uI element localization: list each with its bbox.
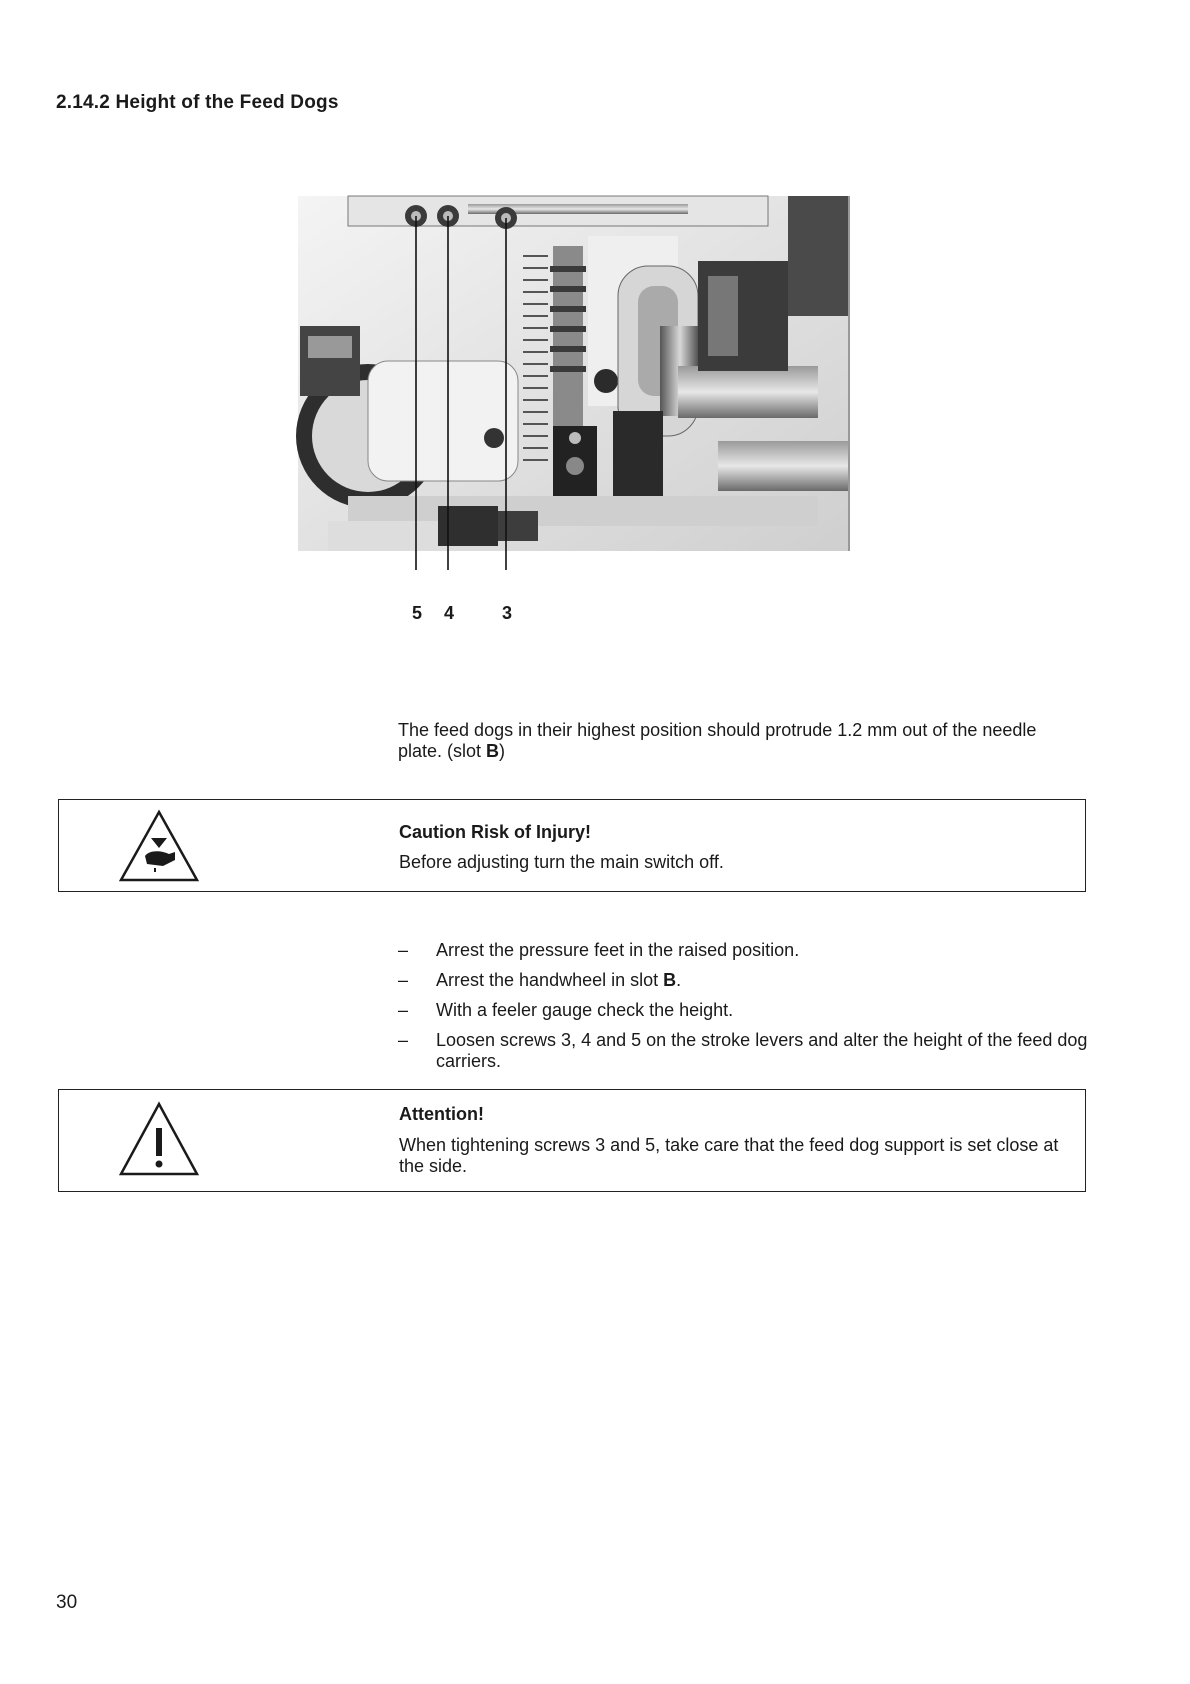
callout-4: 4: [444, 603, 455, 623]
step-list: [398, 940, 1088, 1081]
exclamation-warning-icon: [117, 1100, 201, 1178]
dash-marker: –: [398, 1030, 409, 1050]
step-text: Loosen screws 3, 4 and 5 on the stroke levers and alter the height of the feed dog carriers.: [436, 1030, 1088, 1071]
section-title: 2.14.2 Height of the Feed Dogs: [56, 92, 339, 113]
intro-slot-bold: B: [486, 741, 500, 761]
page-number: 30: [56, 1592, 78, 1613]
list-item: [398, 940, 1088, 961]
intro-text: The feed dogs in their highest position should protrude 1.2 mm out of the needle plate. (slot: [398, 720, 1037, 761]
step-text: With a feeler gauge check the height.: [436, 1000, 734, 1020]
machine-photo: [288, 176, 850, 570]
attention-heading: Attention!: [399, 1104, 484, 1124]
caution-heading: Caution Risk of Injury!: [399, 822, 592, 842]
dash-marker: –: [398, 1000, 409, 1020]
step-slot-bold: B: [663, 970, 677, 990]
dash-marker: –: [398, 940, 409, 960]
step-text: Arrest the pressure feet in the raised position.: [436, 940, 800, 960]
attention-box: [58, 1089, 1086, 1192]
list-item: [398, 1030, 1088, 1072]
list-item: [398, 970, 1088, 991]
step-text: Arrest the handwheel in slot: [436, 970, 664, 990]
caution-box: [58, 799, 1086, 892]
callout-5: 5: [412, 603, 423, 623]
dash-marker: –: [398, 970, 409, 990]
intro-paragraph: [398, 720, 1078, 762]
hand-crush-warning-icon: [117, 808, 201, 884]
step-text-end: .: [676, 970, 682, 990]
intro-text-end: ): [499, 741, 506, 761]
list-item: [398, 1000, 1088, 1021]
callout-3: 3: [502, 603, 513, 623]
caution-body: Before adjusting turn the main switch off.: [399, 852, 724, 872]
attention-body: When tightening screws 3 and 5, take care that the feed dog support is set close at the side.: [399, 1135, 1059, 1176]
